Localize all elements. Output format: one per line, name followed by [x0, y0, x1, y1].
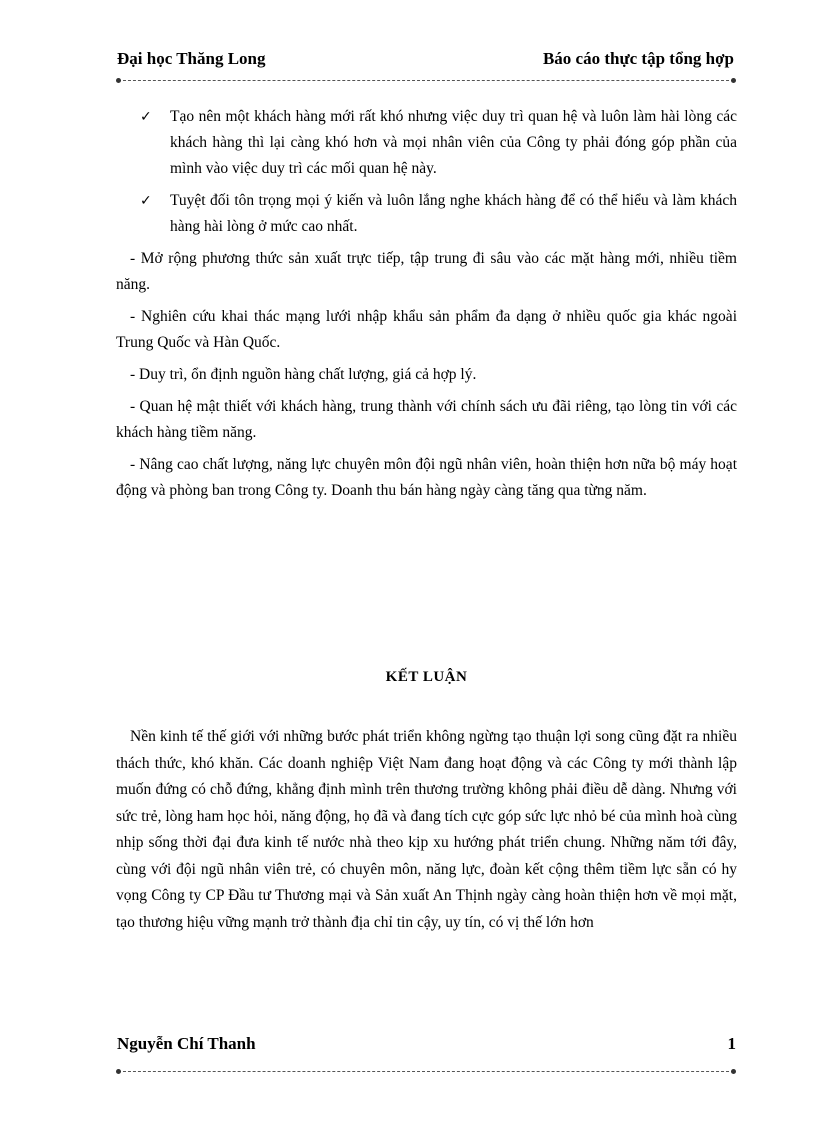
section-heading: KẾT LUẬN [385, 669, 468, 685]
conclusion-paragraph: Nền kinh tế thế giới với những bước phát triển không ngừng tạo thuận lợi song cũng đặt ra nhiều thách thức, khó khăn. Các doanh nghiệp Việt Nam đang hoạt động và các Công ty mới thành lập muốn đứng có chỗ đứng, khẳng định mình trên thương trường không phải điều dễ dàng. Nhưng với sức trẻ, lòng ham học hỏi, năng động, họ đã và đang tích cực góp sức lực nhỏ bé của mình hoà cùng nhịp sống thời đại đưa kinh tế nước nhà theo kịp xu hướng phát triển chung. Những năm tới đây, cùng với đội ngũ nhân viên trẻ, có chuyên môn, năng lực, đoàn kết cộng thêm tiềm lực sẵn có hy vọng Công ty CP Đầu tư Thương mại và Sản xuất An Thịnh ngày càng hoàn thiện hơn về mọi mặt, tạo thương hiệu vững mạnh trở thành địa chỉ tin cậy, uy tín, có vị thế lớn hơn [116, 728, 737, 931]
header-report-title: Báo cáo thực tập tổng hợp [542, 49, 734, 68]
bullet-item [140, 188, 737, 240]
bullet-item [140, 104, 737, 182]
paragraph: - Mở rộng phương thức sản xuất trực tiếp, tập trung đi sâu vào các mặt hàng mới, nhiều tiềm năng. [116, 250, 737, 293]
section-spacer [116, 510, 737, 664]
checkmark-icon: ✓ [140, 109, 152, 125]
footer-author: Nguyễn Chí Thanh [117, 1034, 256, 1053]
bullet-text: Tạo nên một khách hàng mới rất khó nhưng việc duy trì quan hệ và luôn làm hài lòng các khách hàng thì lại càng khó hơn và mọi nhân viên của Công ty phải đóng góp phần của mình vào việc duy trì các mối quan hệ này. [170, 108, 737, 177]
paragraph: - Duy trì, ổn định nguồn hàng chất lượng, giá cả hợp lý. [130, 366, 477, 383]
paragraph: - Nghiên cứu khai thác mạng lưới nhập khẩu sản phẩm đa dạng ở nhiều quốc gia khác ngoài Trung Quốc và Hàn Quốc. [116, 308, 737, 351]
bullet-text: Tuyệt đối tôn trọng mọi ý kiến và luôn lắng nghe khách hàng để có thể hiểu và làm khách hàng hài lòng ở mức cao nhất. [170, 192, 737, 235]
document-body [116, 104, 737, 936]
checkmark-icon: ✓ [140, 193, 152, 209]
paragraph: - Quan hệ mật thiết với khách hàng, trung thành với chính sách ưu đãi riêng, tạo lòng tin với các khách hàng tiềm năng. [116, 398, 737, 441]
footer-divider [118, 1071, 734, 1072]
paragraph: - Nâng cao chất lượng, năng lực chuyên môn đội ngũ nhân viên, hoàn thiện hơn nữa bộ máy hoạt động và phòng ban trong Công ty. Doanh thu bán hàng ngày càng tăng qua từng năm. [116, 456, 737, 499]
page-number: 1 [727, 1034, 736, 1053]
header-institution: Đại học Thăng Long [117, 49, 266, 68]
header-divider [118, 80, 734, 81]
